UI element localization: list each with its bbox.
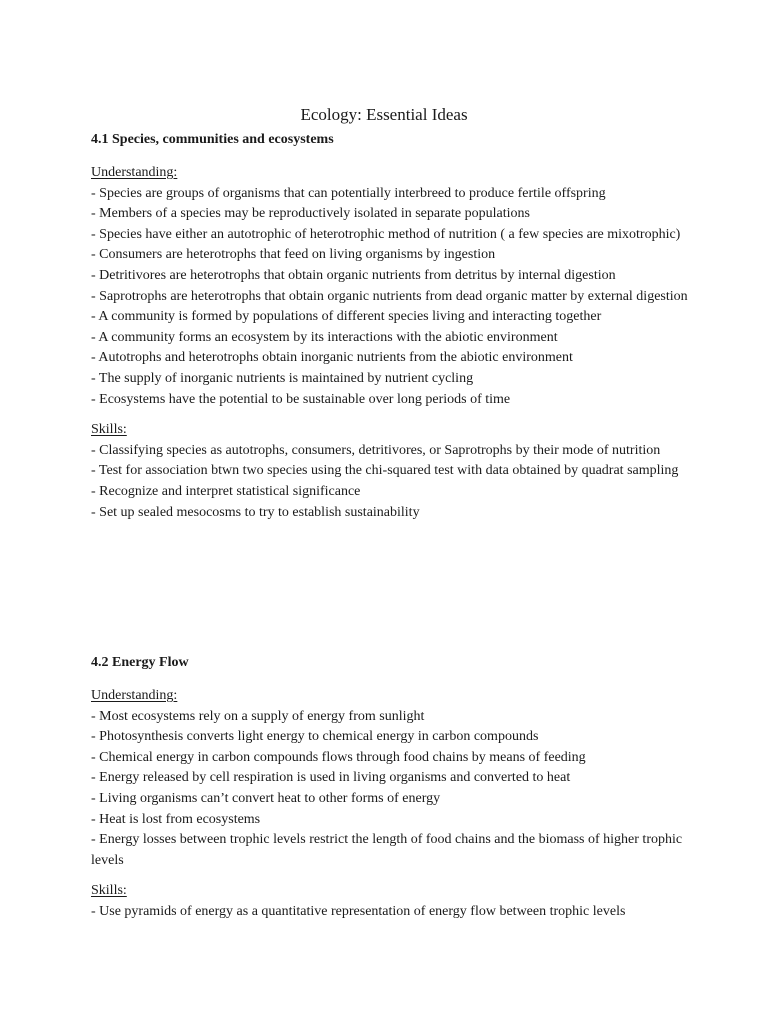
list-item: - Ecosystems have the potential to be sustainable over long periods of time — [91, 391, 511, 407]
section-4-1 — [91, 130, 691, 523]
understanding-label: Understanding: — [91, 165, 178, 180]
list-item: - A community forms an ecosystem by its interactions with the abiotic environment — [91, 329, 558, 345]
list-item: - Consumers are heterotrophs that feed on living organisms by ingestion — [91, 247, 496, 263]
document-title: Ecology: Essential Ideas — [300, 105, 468, 125]
skills-list — [91, 902, 691, 923]
list-item: - Most ecosystems rely on a supply of energy from sunlight — [91, 708, 425, 724]
section-4-2 — [91, 653, 691, 923]
list-item: - Test for association btwn two species using the chi-squared test with data obtained by quadrat sampling — [91, 463, 679, 479]
list-item: - Use pyramids of energy as a quantitative representation of energy flow between trophic levels — [91, 903, 626, 919]
list-item: - Energy released by cell respiration is used in living organisms and converted to heat — [91, 770, 571, 786]
list-item: - Classifying species as autotrophs, consumers, detritivores, or Saprotrophs by their mode of nutrition — [91, 442, 661, 458]
list-item: - Photosynthesis converts light energy to chemical energy in carbon compounds — [91, 729, 539, 745]
list-item: - Heat is lost from ecosystems — [91, 811, 261, 827]
list-item: - Members of a species may be reproductively isolated in separate populations — [91, 206, 530, 222]
list-item: - Species are groups of organisms that can potentially interbreed to produce fertile offspring — [91, 185, 606, 201]
understanding-list — [91, 707, 691, 872]
list-item: - Species have either an autotrophic of heterotrophic method of nutrition ( a few species are mixotrophic) — [91, 226, 681, 242]
list-item: - Living organisms can’t convert heat to other forms of energy — [91, 790, 441, 806]
section-heading: 4.2 Energy Flow — [91, 655, 189, 670]
skills-list — [91, 441, 691, 523]
understanding-list — [91, 184, 691, 411]
understanding-label: Understanding: — [91, 688, 178, 703]
list-item: - Autotrophs and heterotrophs obtain inorganic nutrients from the abiotic environment — [91, 350, 573, 366]
skills-label: Skills: — [91, 883, 127, 899]
list-item: - Saprotrophs are heterotrophs that obtain organic nutrients from dead organic matter by external digestion — [91, 288, 688, 304]
skills-label: Skills: — [91, 422, 127, 438]
list-item: - Energy losses between trophic levels restrict the length of food chains and the biomass of higher trophic levels — [91, 832, 683, 868]
list-item: - The supply of inorganic nutrients is maintained by nutrient cycling — [91, 370, 474, 386]
list-item: - Recognize and interpret statistical significance — [91, 483, 361, 499]
list-item: - Set up sealed mesocosms to try to establish sustainability — [91, 504, 420, 520]
section-heading: 4.1 Species, communities and ecosystems — [91, 132, 334, 147]
list-item: - Chemical energy in carbon compounds flows through food chains by means of feeding — [91, 749, 586, 765]
list-item: - Detritivores are heterotrophs that obtain organic nutrients from detritus by internal digestion — [91, 267, 616, 283]
list-item: - A community is formed by populations of different species living and interacting together — [91, 309, 602, 325]
